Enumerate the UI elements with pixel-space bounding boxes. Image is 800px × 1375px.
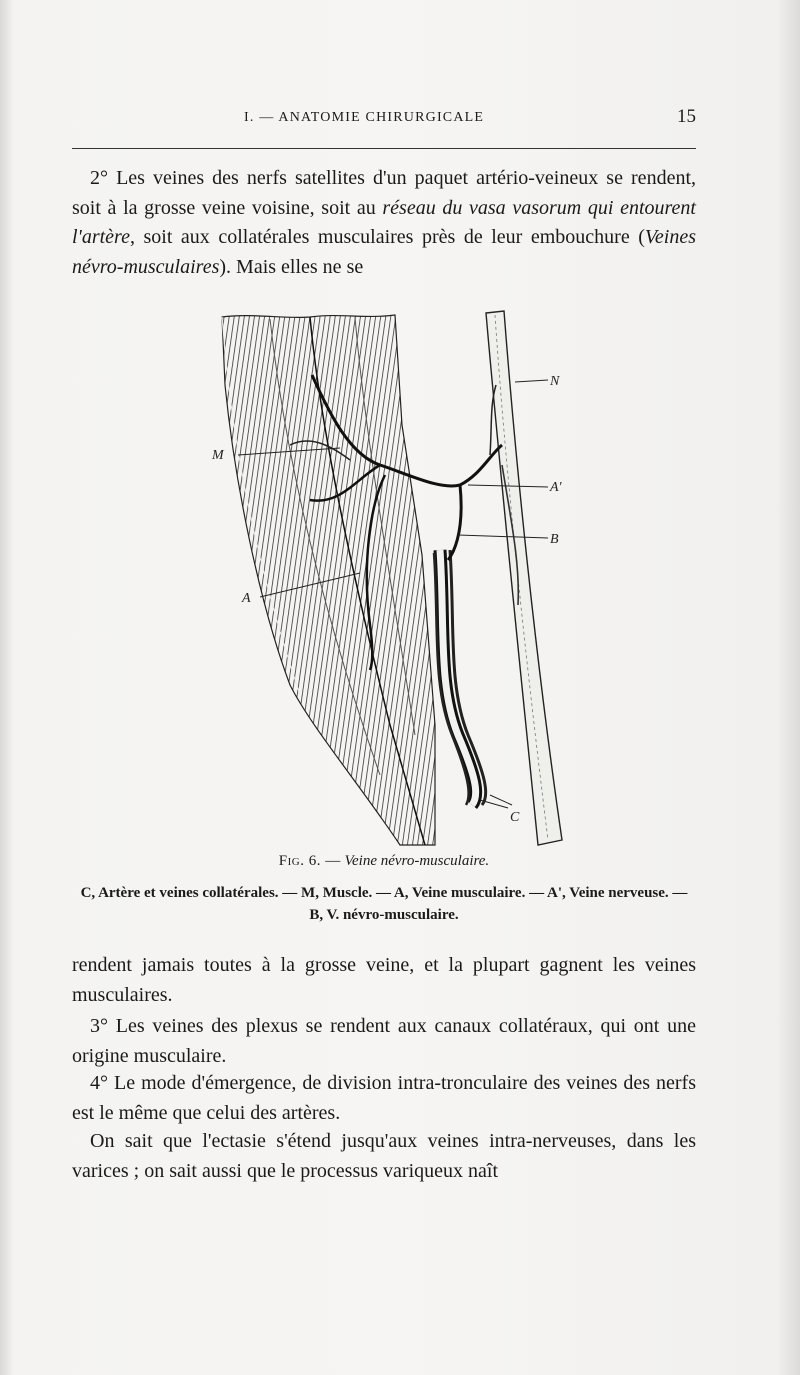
running-header bbox=[72, 108, 696, 132]
figure-title: Veine névro-musculaire. bbox=[344, 853, 490, 869]
figure-caption-title bbox=[72, 853, 696, 870]
label-m: M bbox=[212, 448, 224, 463]
figure-number: Fig. 6. — bbox=[278, 853, 341, 869]
label-a-prime: A' bbox=[550, 480, 562, 495]
label-c: C bbox=[510, 810, 520, 825]
paragraph-veines-nerfs bbox=[72, 164, 696, 282]
label-b: B bbox=[550, 532, 559, 547]
p1-text-b: , soit aux collatérales musculaires près de leur embouchure ( bbox=[129, 226, 645, 248]
muscle-bundle bbox=[222, 315, 435, 845]
p1-text-c: ). Mais elles ne se bbox=[219, 255, 364, 278]
p1-text-a: 2° Les veines des nerfs satellites d'un paquet artério-veineux se rendent, soit à la grosse veine voisine, soit au bbox=[72, 167, 696, 219]
figure-6-illustration bbox=[190, 305, 590, 850]
label-a: A bbox=[242, 591, 251, 606]
figure-legend: C, Artère et veines collatérales. — M, Muscle. — A, Veine musculaire. — A', Veine nerveuse. — B, V. névro-musculaire. bbox=[80, 885, 688, 923]
collateral-vessels bbox=[434, 550, 486, 805]
paragraph-continuation: rendent jamais toutes à la grosse veine, et la plupart gagnent les veines musculaires. bbox=[72, 954, 696, 1006]
header-rule bbox=[72, 148, 696, 149]
paragraph-ectasie: On sait que l'ectasie s'étend jusqu'aux veines intra-nerveuses, dans les varices ; on sait aussi que le processus variqueux naît bbox=[72, 1130, 696, 1182]
paragraph-plexus: 3° Les veines des plexus se rendent aux canaux collatéraux, qui ont une origine musculaire. bbox=[72, 1015, 696, 1067]
nerve-trunk bbox=[486, 311, 562, 845]
running-title: I. — ANATOMIE CHIRURGICALE bbox=[244, 110, 485, 125]
label-n: N bbox=[550, 374, 560, 389]
page-number: 15 bbox=[677, 106, 696, 127]
p1-italic-veines-nevro: Veines névro-musculaires bbox=[72, 226, 696, 278]
p1-italic-vasa-vasorum: réseau du vasa vasorum qui entourent l'artère bbox=[72, 196, 696, 248]
paragraph-emergence: 4° Le mode d'émergence, de division intra-tronculaire des veines des nerfs est le même que celui des artères. bbox=[72, 1072, 696, 1124]
